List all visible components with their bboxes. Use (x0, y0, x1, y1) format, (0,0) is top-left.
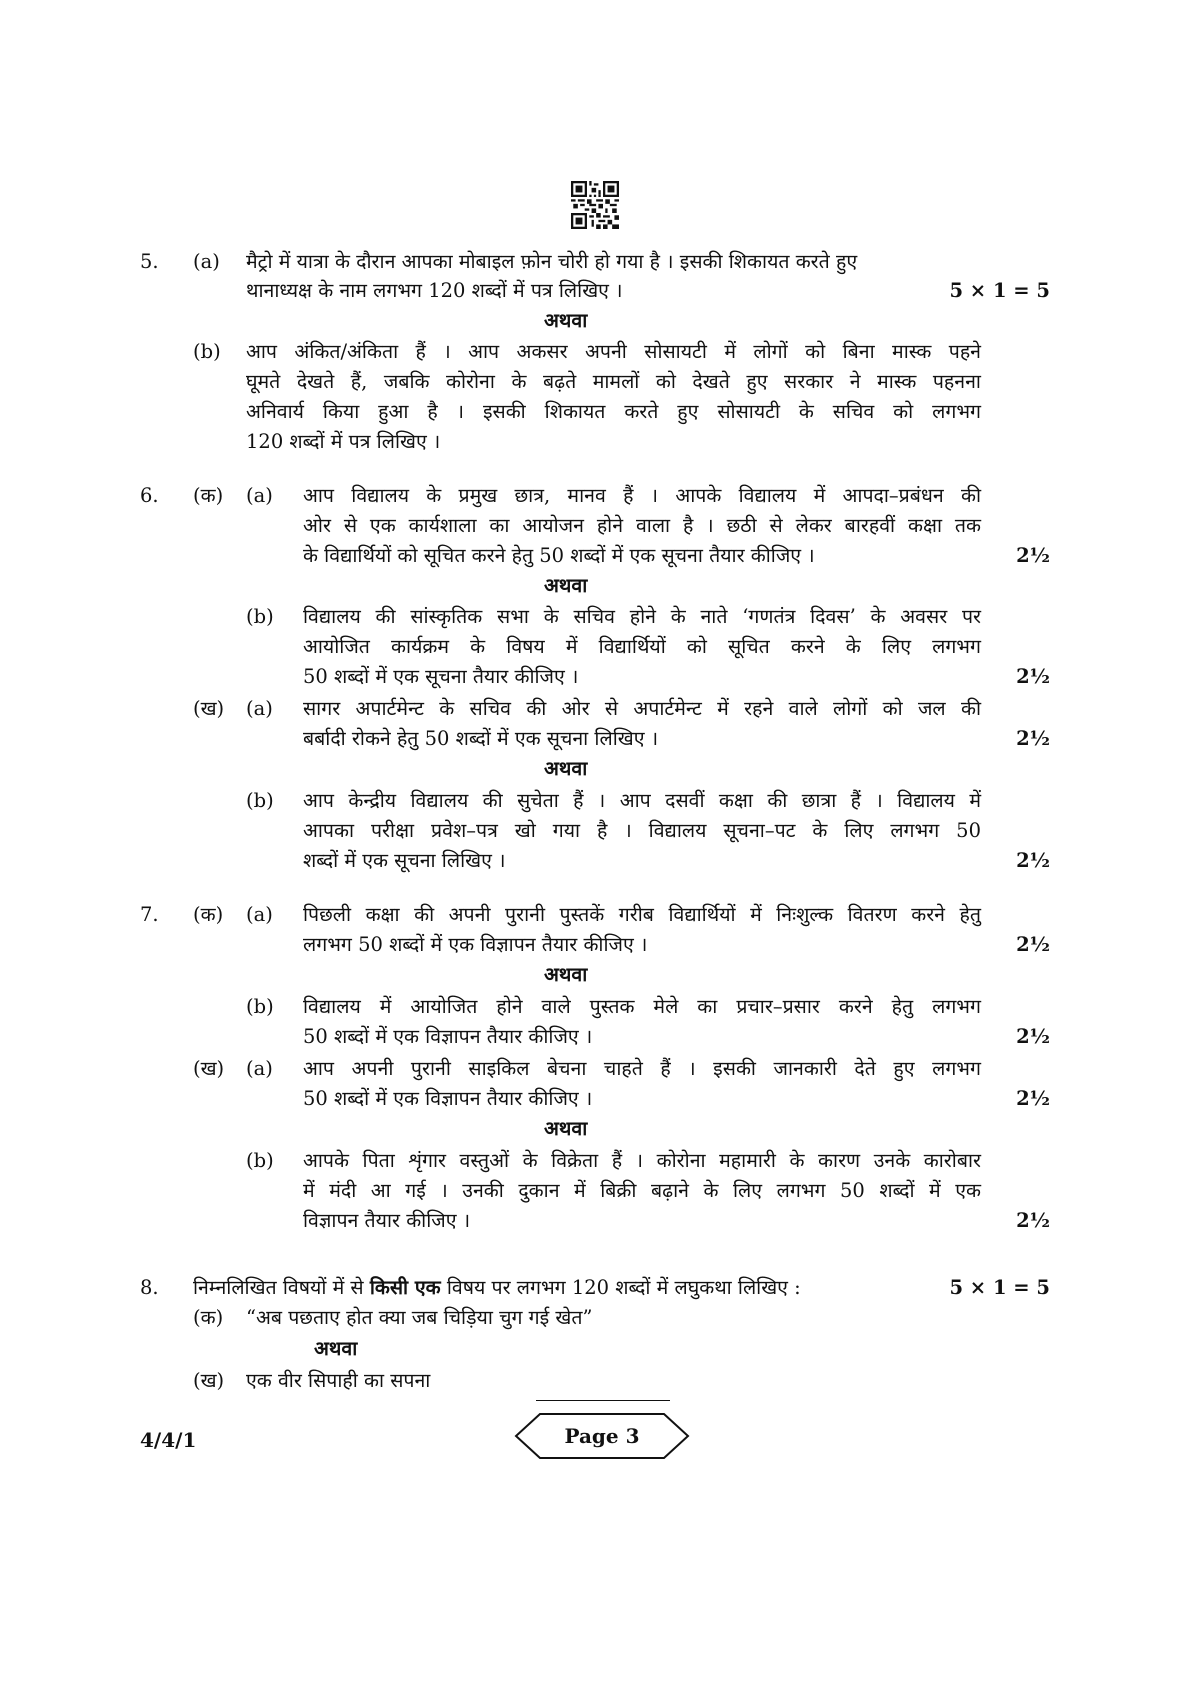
question-text: 120 शब्दों में पत्र लिखिए । (246, 430, 441, 453)
question-text: सागर अपार्टमेन्ट के सचिव की ओर से अपार्टमेन्ट में रहने वाले लोगों को जल की (303, 697, 981, 720)
question-text: थानाध्यक्ष के नाम लगभग 120 शब्दों में पत्र लिखिए । (246, 279, 623, 302)
question-text: में मंदी आ गई । उनकी दुकान में बिक्री बढ़ाने के लिए लगभग 50 शब्दों में एक (303, 1179, 981, 1202)
subpart-label: (b) (246, 995, 274, 1018)
or-separator: अथवा (314, 1337, 358, 1360)
subpart-label: (b) (193, 340, 221, 363)
question-text: आयोजित कार्यक्रम के विषय में विद्यार्थियों को सूचित करने के लिए लगभग (303, 635, 981, 658)
section-label: (क) (193, 484, 224, 507)
option-label: (ख) (193, 1369, 225, 1392)
question-number: 5. (140, 250, 159, 273)
or-separator: अथवा (544, 574, 588, 597)
marks: 2½ (1016, 1087, 1050, 1110)
question-text: आप अंकित/अंकिता हैं । आप अकसर अपनी सोसायटी में लोगों को बिना मास्क पहने (246, 340, 981, 363)
question-text: बर्बादी रोकने हेतु 50 शब्दों में एक सूचना लिखिए । (303, 727, 659, 750)
question-number: 8. (140, 1276, 159, 1299)
section-label: (ख) (193, 1057, 225, 1080)
marks: 2½ (1016, 544, 1050, 567)
marks: 2½ (1016, 1209, 1050, 1232)
question-text: आप विद्यालय के प्रमुख छात्र, मानव हैं । आपके विद्यालय में आपदा–प्रबंधन की (303, 484, 981, 507)
page-number: Page 3 (564, 1424, 640, 1448)
question-text: आप अपनी पुरानी साइकिल बेचना चाहते हैं । इसकी जानकारी देते हुए लगभग (303, 1057, 981, 1080)
intro-text: निम्नलिखित विषयों में से (193, 1276, 370, 1299)
or-separator: अथवा (544, 757, 588, 780)
question-text: आपके पिता शृंगार वस्तुओं के विक्रेता हैं । कोरोना महामारी के कारण उनके कारोबार (303, 1149, 981, 1172)
subpart-label: (a) (193, 250, 220, 273)
intro-text: विषय पर लगभग 120 शब्दों में लघुकथा लिखिए : (440, 1276, 801, 1299)
topic-text: “अब पछताए होत क्या जब चिड़िया चुग गई खेत” (246, 1306, 593, 1329)
marks: 5 × 1 = 5 (949, 1276, 1050, 1299)
question-text: ओर से एक कार्यशाला का आयोजन होने वाला है । छठी से लेकर बारहवीं कक्षा तक (303, 514, 981, 537)
question-text: 50 शब्दों में एक विज्ञापन तैयार कीजिए । (303, 1025, 593, 1048)
question-text: आपका परीक्षा प्रवेश–पत्र खो गया है । विद्यालय सूचना–पट के लिए लगभग 50 (303, 819, 981, 842)
question-text: विज्ञापन तैयार कीजिए । (303, 1209, 471, 1232)
marks: 5 × 1 = 5 (949, 279, 1050, 302)
question-text: विद्यालय में आयोजित होने वाले पुस्तक मेले का प्रचार–प्रसार करने हेतु लगभग (303, 995, 981, 1018)
subpart-label: (b) (246, 1149, 274, 1172)
question-text: आप केन्द्रीय विद्यालय की सुचेता हैं । आप दसवीं कक्षा की छात्रा हैं । विद्यालय में (303, 789, 981, 812)
emphasis-text: किसी एक (369, 1276, 441, 1299)
subpart-label: (a) (246, 1057, 273, 1080)
question-text: लगभग 50 शब्दों में एक विज्ञापन तैयार कीजिए । (303, 933, 648, 956)
subpart-label: (a) (246, 484, 273, 507)
marks: 2½ (1016, 665, 1050, 688)
marks: 2½ (1016, 727, 1050, 750)
marks: 2½ (1016, 933, 1050, 956)
or-separator: अथवा (544, 963, 588, 986)
or-separator: अथवा (544, 1117, 588, 1140)
option-label: (क) (193, 1306, 224, 1329)
marks: 2½ (1016, 1025, 1050, 1048)
question-text: शब्दों में एक सूचना लिखिए । (303, 849, 506, 872)
subpart-label: (b) (246, 789, 274, 812)
question-text: विद्यालय की सांस्कृतिक सभा के सचिव होने के नाते ‘गणतंत्र दिवस’ के अवसर पर (303, 605, 981, 628)
question-text: घूमते देखते हैं, जबकि कोरोना के बढ़ते मामलों को देखते हुए सरकार ने मास्क पहनना (246, 370, 981, 393)
section-label: (ख) (193, 697, 225, 720)
subpart-label: (a) (246, 697, 273, 720)
question-text: पिछली कक्षा की अपनी पुरानी पुस्तकें गरीब विद्यार्थियों में निःशुल्क वितरण करने हेतु (303, 903, 981, 926)
marks: 2½ (1016, 849, 1050, 872)
section-label: (क) (193, 903, 224, 926)
question-text: 50 शब्दों में एक सूचना तैयार कीजिए । (303, 665, 579, 688)
question-text (193, 1273, 801, 1303)
or-separator: अथवा (544, 309, 588, 332)
qr-code-icon (571, 181, 619, 229)
question-number: 7. (140, 903, 159, 926)
question-text: मैट्रो में यात्रा के दौरान आपका मोबाइल फ़ोन चोरी हो गया है । इसकी शिकायत करते हुए (246, 250, 858, 273)
topic-text: एक वीर सिपाही का सपना (246, 1369, 431, 1392)
question-text: अनिवार्य किया हुआ है । इसकी शिकायत करते हुए सोसायटी के सचिव को लगभग (246, 400, 982, 423)
subpart-label: (b) (246, 605, 274, 628)
paper-code: 4/4/1 (140, 1428, 197, 1452)
subpart-label: (a) (246, 903, 273, 926)
question-text: 50 शब्दों में एक विज्ञापन तैयार कीजिए । (303, 1087, 593, 1110)
divider (536, 1400, 670, 1401)
question-text: के विद्यार्थियों को सूचित करने हेतु 50 शब्दों में एक सूचना तैयार कीजिए । (303, 544, 815, 567)
question-number: 6. (140, 484, 159, 507)
